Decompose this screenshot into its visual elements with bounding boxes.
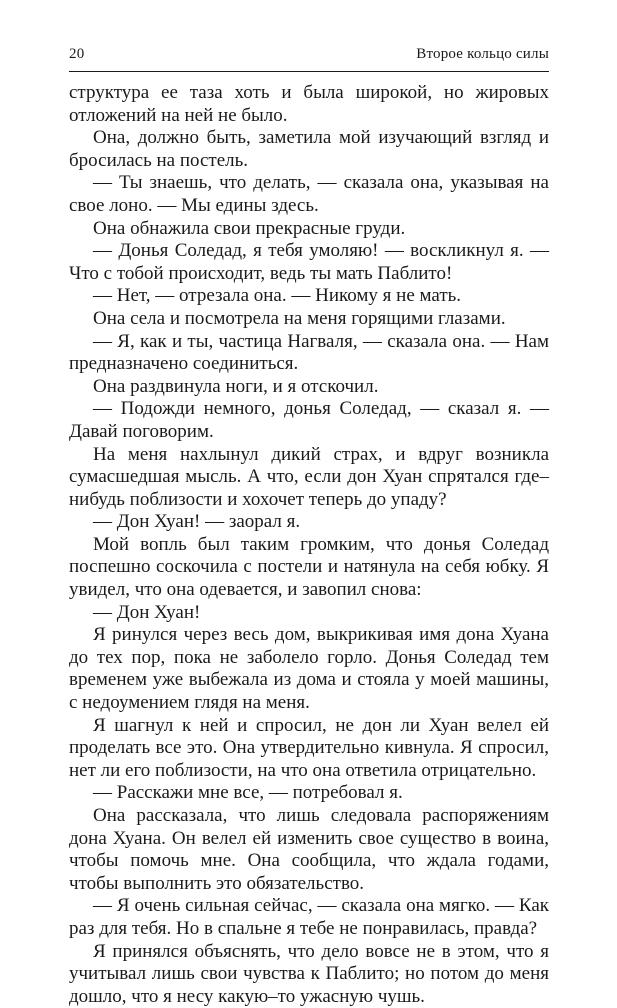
paragraph: Она рассказала, что лишь следовала распоряжениям дона Хуана. Он велел ей изменить свое существо в воина, чтобы помочь мне. Она сообщила, что ждала годами, чтобы выполнить это обязательство. [69, 805, 549, 894]
paragraph: — Нет, — отрезала она. — Никому я не мать. [93, 285, 462, 307]
chapter-title: Второе кольцо силы [416, 46, 549, 62]
paragraph: — Подожди немного, донья Соледад, — сказал я. — Давай поговорим. [69, 398, 549, 442]
page-number: 20 [69, 46, 85, 62]
paragraph: — Дон Хуан! — заорал я. [93, 511, 301, 533]
paragraph: На меня нахлынул дикий страх, и вдруг возникла сумасшедшая мысль. А что, если дон Хуан спрятался где–нибудь поблизости и хохочет теперь до упаду? [69, 443, 549, 510]
paragraph: — Я очень сильная сейчас, — сказала она мягко. — Как раз для тебя. Но в спальне я тебе не понравилась, правда? [69, 895, 549, 939]
paragraph: структура ее таза хоть и была широкой, но жировых отложений на ней не было. [69, 82, 549, 126]
paragraph: Я принялся объяснять, что дело вовсе не в этом, что я учитывал лишь свои чувства к Паблито; но потом до меня дошло, что я несу какую–то ужасную чушь. [69, 940, 549, 1007]
paragraph: — Ты знаешь, что делать, — сказала она, указывая на свое лоно. — Мы едины здесь. [69, 172, 549, 216]
paragraph: — Расскажи мне все, — потребовал я. [93, 782, 403, 804]
paragraph: — Донья Соледад, я тебя умоляю! — воскликнул я. — Что с тобой происходит, ведь ты мать Паблито! [69, 240, 549, 284]
paragraph: — Я, как и ты, частица Нагваля, — сказала она. — Нам предназначено соединиться. [69, 330, 549, 375]
paragraph: Она, должно быть, заметила мой изучающий взгляд и бросилась на постель. [69, 127, 549, 171]
header-rule [69, 71, 549, 72]
paragraph: Я ринулся через весь дом, выкрикивая имя дона Хуана до тех пор, пока не заболело горло. Донья Соледад тем временем уже выбежала из дома и стояла у моей машины, с недоумением глядя на меня. [69, 624, 549, 714]
paragraph: Она обнажила свои прекрасные груди. [93, 217, 406, 239]
paragraph: Она села и посмотрела на меня горящими глазами. [93, 307, 506, 329]
running-head [69, 46, 549, 68]
paragraph: — Дон Хуан! [93, 601, 201, 623]
body-text [69, 82, 549, 1008]
paragraph: Мой вопль был таким громким, что донья Соледад поспешно соскочила с постели и натянула на себя юбку. Я увидел, что она одевается, и завопил снова: [69, 533, 549, 601]
paragraph: Я шагнул к ней и спросил, не дон ли Хуан велел ей проделать все это. Она утвердительно кивнула. Я спросил, нет ли его поблизости, на что она ответила отрицательно. [69, 714, 549, 781]
paragraph: Она раздвинула ноги, и я отскочил. [93, 375, 379, 397]
